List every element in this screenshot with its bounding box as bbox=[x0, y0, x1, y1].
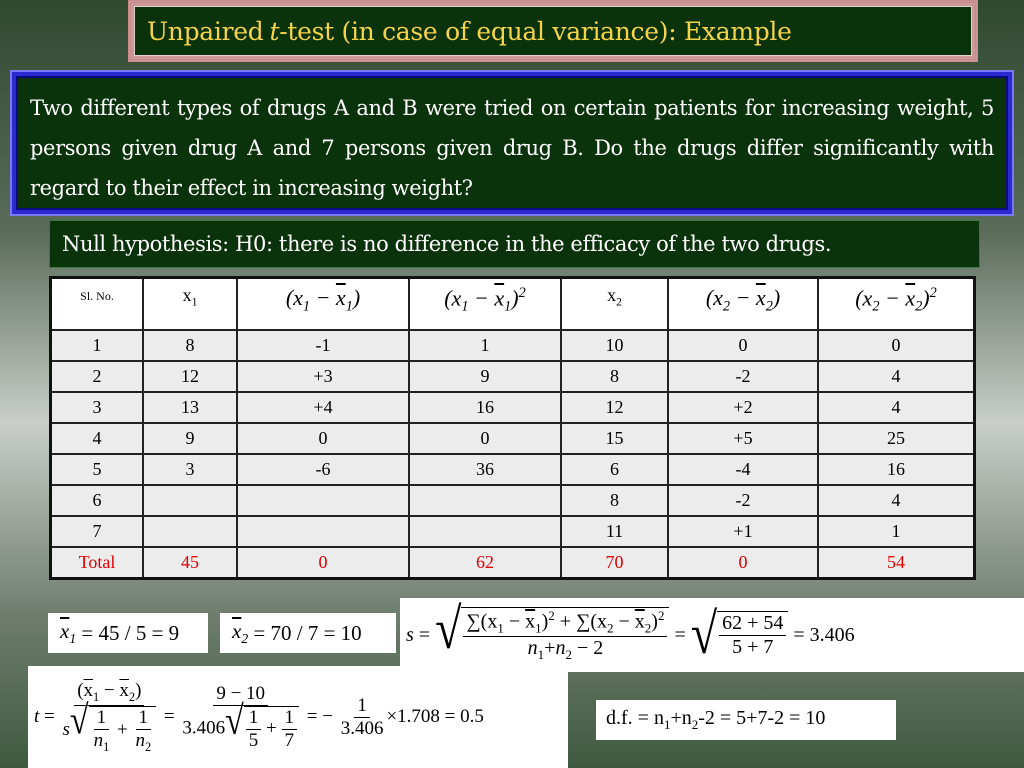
table-cell: 4 bbox=[51, 423, 144, 454]
table-row bbox=[51, 454, 975, 485]
data-table bbox=[49, 276, 976, 580]
s-result: = 3.406 bbox=[793, 623, 855, 646]
total-cell: 45 bbox=[143, 547, 237, 579]
table-cell: 3 bbox=[51, 392, 144, 423]
table-cell: +2 bbox=[668, 392, 818, 423]
table-cell: 15 bbox=[561, 423, 668, 454]
table-cell: -1 bbox=[237, 330, 409, 361]
s-sqrt-values: √ $\frac{62 + 54}{5 + 7}$ bbox=[691, 611, 789, 659]
t-num: 9 − 10 bbox=[213, 683, 268, 706]
total-row bbox=[51, 547, 975, 579]
t-formula-box: t = $(\overline{x}_1 - \overline{x}_2)$ s √ $\frac{1}{n_1}$ + $\frac{1}{n_2}$ = 9 − 10 3.406 √ $\frac{1}{5}$ + $\frac{1}{7}$ = − $\frac{1}{3.406}$ ×1.708 = 0.5 bbox=[28, 666, 568, 768]
table-cell: +3 bbox=[237, 361, 409, 392]
total-cell: 62 bbox=[409, 547, 561, 579]
table-cell: +5 bbox=[668, 423, 818, 454]
table-cell: 6 bbox=[51, 485, 144, 516]
table-row bbox=[51, 516, 975, 547]
t-frac-symbolic: $(\overline{x}_1 - \overline{x}_2)$ s √ $\frac{1}{n_1}$ + $\frac{1}{n_2}$ bbox=[60, 680, 160, 755]
table-cell: 16 bbox=[818, 454, 975, 485]
table-cell: 0 bbox=[409, 423, 561, 454]
header-dev2: $(x_2 - \overline{x}_2)$ bbox=[668, 278, 818, 331]
table-cell: 7 bbox=[51, 516, 144, 547]
table-header-row bbox=[51, 278, 975, 331]
s-sqrt: √ $\frac{\sum(x_1 - \overline{x}_1)^2 + \sum(x_2 - \overline{x}_2)^2}{n_1+n_2 - 2}$ bbox=[435, 607, 669, 664]
table-row bbox=[51, 485, 975, 516]
header-dev1: $(x_1 - \overline{x}_1)$ bbox=[237, 278, 409, 331]
table-cell bbox=[237, 516, 409, 547]
table-cell: 0 bbox=[237, 423, 409, 454]
total-cell: Total bbox=[51, 547, 144, 579]
header-x2: $x_2$ bbox=[561, 278, 668, 331]
table-cell: -4 bbox=[668, 454, 818, 485]
mean2-value: = 70 / 7 = 10 bbox=[253, 620, 362, 645]
table-cell: +1 bbox=[668, 516, 818, 547]
header-dev2-sq: $(x_2 - \overline{x}_2)^2$ bbox=[818, 278, 975, 331]
df-box bbox=[596, 700, 896, 740]
table-cell: 5 bbox=[51, 454, 144, 485]
mean1-value: = 45 / 5 = 9 bbox=[81, 620, 180, 645]
table-cell: 9 bbox=[143, 423, 237, 454]
table-cell: 12 bbox=[561, 392, 668, 423]
table-cell: -2 bbox=[668, 361, 818, 392]
header-dev1-sq: $(x_1 - \overline{x}_1)^2$ bbox=[409, 278, 561, 331]
table-cell: +4 bbox=[237, 392, 409, 423]
table-cell: 36 bbox=[409, 454, 561, 485]
problem-text: Two different types of drugs A and B were tried on certain patients for increasing weight, 5 persons given drug A and 7 persons given drug B. Do the drugs differ significantly with regard to their effect in increasing weight? bbox=[16, 76, 1008, 210]
table-cell: 9 bbox=[409, 361, 561, 392]
table-row bbox=[51, 330, 975, 361]
table-cell: 4 bbox=[818, 392, 975, 423]
table-cell: 4 bbox=[818, 361, 975, 392]
table-row bbox=[51, 423, 975, 454]
table-cell: -6 bbox=[237, 454, 409, 485]
table-cell: 0 bbox=[818, 330, 975, 361]
table-cell bbox=[143, 516, 237, 547]
table-cell: -2 bbox=[668, 485, 818, 516]
table-cell: 3 bbox=[143, 454, 237, 485]
table-cell: 11 bbox=[561, 516, 668, 547]
s-num: 62 + 54 bbox=[719, 612, 786, 636]
table-cell bbox=[237, 485, 409, 516]
total-cell: 0 bbox=[237, 547, 409, 579]
title-t: t bbox=[269, 16, 280, 46]
t-den-s: 3.406 bbox=[182, 716, 226, 738]
title-frame bbox=[128, 0, 978, 62]
table-cell: 8 bbox=[561, 361, 668, 392]
t-mid: = − bbox=[306, 706, 333, 727]
t-frac-simple: $\frac{1}{3.406}$ bbox=[340, 694, 384, 739]
t-result: ×1.708 = 0.5 bbox=[386, 706, 484, 727]
table-cell: 0 bbox=[668, 330, 818, 361]
header-x1: $x_1$ bbox=[143, 278, 237, 331]
table-cell bbox=[409, 516, 561, 547]
total-cell: 0 bbox=[668, 547, 818, 579]
mean1-box: $\overline{x}_1$ = 45 / 5 = 9 bbox=[48, 613, 208, 653]
table-cell: 8 bbox=[561, 485, 668, 516]
total-cell: 54 bbox=[818, 547, 975, 579]
table-cell bbox=[143, 485, 237, 516]
s-den: 5 + 7 bbox=[732, 636, 774, 658]
null-hypothesis: Null hypothesis: H0: there is no difference in the efficacy of the two drugs. bbox=[49, 220, 980, 268]
total-cell: 70 bbox=[561, 547, 668, 579]
table-cell bbox=[409, 485, 561, 516]
table-cell: 12 bbox=[143, 361, 237, 392]
table-cell: 25 bbox=[818, 423, 975, 454]
table-row bbox=[51, 392, 975, 423]
table-cell: 6 bbox=[561, 454, 668, 485]
table-cell: 8 bbox=[143, 330, 237, 361]
s-formula-box: s = √ $\frac{\sum(x_1 - \overline{x}_1)^2 + \sum(x_2 - \overline{x}_2)^2}{n_1+n_2 - 2}$ = √ $\frac{62 + 54}{5 + 7}$ = 3.406 bbox=[400, 598, 1024, 672]
table-cell: 13 bbox=[143, 392, 237, 423]
table-cell: 1 bbox=[818, 516, 975, 547]
mean2-box: $\overline{x}_2$ = 70 / 7 = 10 bbox=[220, 613, 396, 653]
table-cell: 2 bbox=[51, 361, 144, 392]
title-prefix: Unpaired bbox=[147, 16, 264, 46]
table-cell: 4 bbox=[818, 485, 975, 516]
header-sl-no: Sl. No. bbox=[51, 278, 144, 331]
t-frac-values: 9 − 10 3.406 √ $\frac{1}{5}$ + $\frac{1}{7}$ bbox=[179, 683, 302, 752]
table-cell: 1 bbox=[409, 330, 561, 361]
problem-frame bbox=[10, 70, 1014, 216]
slide-title bbox=[134, 6, 972, 56]
title-suffix: -test (in case of equal variance): Example bbox=[279, 16, 792, 46]
table-row bbox=[51, 361, 975, 392]
table-cell: 1 bbox=[51, 330, 144, 361]
table-cell: 16 bbox=[409, 392, 561, 423]
df-text: d.f. = $n_1+n_2-2 = 5+7-2 = 10$ bbox=[606, 707, 826, 732]
table-cell: 10 bbox=[561, 330, 668, 361]
